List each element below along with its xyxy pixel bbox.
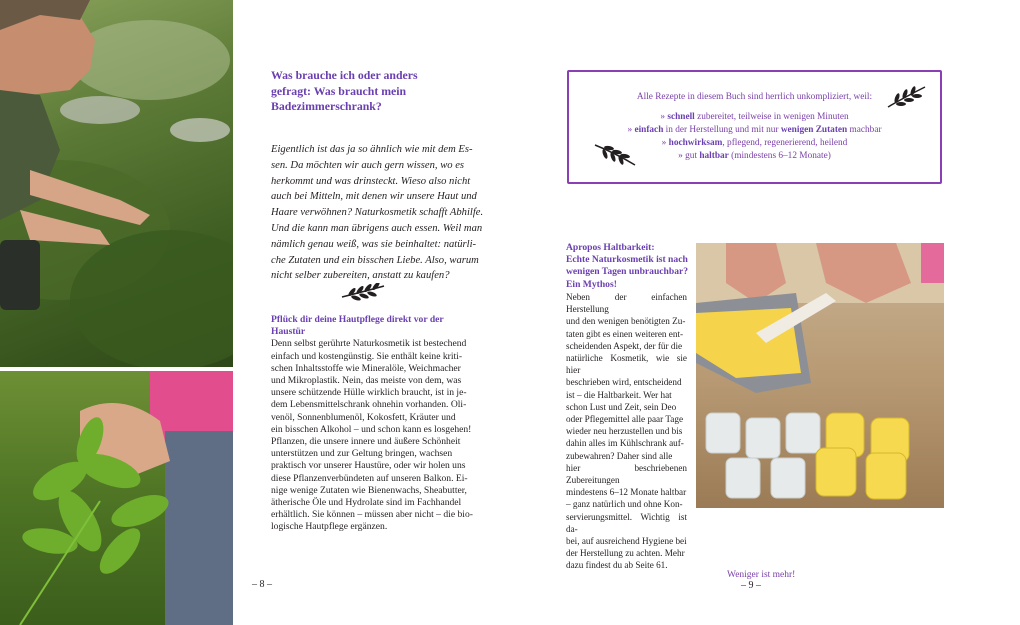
box-item [569, 125, 940, 135]
box-item [569, 112, 940, 122]
photo-cream-poured-into-jars [696, 243, 944, 508]
heading-line: gefragt: Was braucht mein [271, 83, 407, 98]
body-line: ein bisschen Alkohol – und schon kann es losgehen! [271, 423, 472, 435]
body-line: unterstützen und zur Geltung bringen, wachsen [271, 448, 453, 460]
box-item-bold: wenigen Zutaten [780, 125, 848, 135]
sidebar-line: scheidenden Aspekt, der für die [566, 340, 683, 351]
leaf-sprig-icon [885, 85, 927, 109]
intro-line: nicht selber zubereiten, anstatt zu kaufen? [271, 270, 450, 282]
intro-line: Eigentlich ist das ja so ähnlich wie mit dem Es- [271, 144, 473, 155]
sidebar-line: – ganz natürlich und ohne Kon- [566, 499, 683, 510]
subheading-line: Haustür [271, 326, 306, 338]
box-item-bold: haltbar [699, 151, 729, 161]
body-line: nige wenige Zutaten wie Bienenwachs, Sheabutter, [271, 484, 467, 496]
body-line: praktisch vor unserer Haustüre, oder wir holen uns [271, 460, 466, 472]
sidebar-heading-line: Echte Naturkosmetik ist nach [566, 254, 688, 266]
box-item-bold: einfach [634, 125, 664, 135]
photo-woman-picking-herbs [0, 0, 233, 367]
sidebar-heading-line: wenigen Tagen unbrauchbar? [566, 266, 689, 278]
bullet: » [627, 125, 633, 135]
box-intro: Alle Rezepte in diesem Buch sind herrlich unkompliziert, weil: [636, 92, 873, 102]
box-item-text: in der Herstellung und mit nur [663, 125, 781, 135]
intro-line: Haare verwöhnen? Naturkosmetik schafft Abhilfe. [271, 207, 484, 219]
intro-line: herkommt und was drinsteckt. Wieso also nicht [271, 175, 471, 187]
sidebar-line: ist – die Haltbarkeit. Wer hat [566, 389, 672, 400]
sidebar-line: oder Pflegemittel alle paar Tage [566, 414, 684, 425]
sidebar-line: natürliche Kosmetik, wie sie hier [566, 353, 687, 376]
intro-line: sen. Da möchten wir auch gern wissen, wo es [271, 159, 465, 171]
intro-line: Und die kann man übrigens auch essen. Weil man [271, 222, 483, 234]
page-number-right: – 9 – [741, 580, 761, 591]
page-heading [271, 68, 418, 115]
bullet: » [660, 112, 666, 122]
body-line: unsere schützende Hülle wirklich braucht, ist in je- [271, 387, 467, 399]
sidebar-line: und den wenigen benötigten Zu- [566, 316, 686, 327]
heading-line: Badezimmerschrank? [271, 99, 382, 114]
sidebar-line: servierungsmittel. Wichtig ist da- [566, 511, 687, 534]
leaf-sprig-icon [593, 143, 637, 167]
sidebar-line: der Herstellung zu achten. Mehr [566, 548, 685, 559]
heading-line: Was brauche ich oder anders [271, 68, 418, 82]
body-line: dem Lebensmittelschrank ohnehin vorhanden. Oli- [271, 399, 467, 411]
photo-hand-holding-leaves [0, 371, 233, 625]
box-item-text: , pflegend, regenerierend, heilend [722, 138, 848, 148]
bullet: » [661, 138, 667, 148]
subheading-line: Pflück dir deine Hautpflege direkt vor der [271, 314, 444, 325]
body-line: diese Pflanzenverbündeten auf unseren Balkon. Ei- [271, 472, 468, 484]
sidebar-heading-line: Apropos Haltbarkeit: [566, 242, 655, 253]
box-item-text: zubereitet, teilweise in wenigen Minuten [694, 112, 849, 122]
leaf-sprig-icon [340, 283, 386, 301]
body-line: venöl, Sonnenblumenöl, Kokosfett, Kräuter und [271, 411, 456, 423]
sidebar-line: beschrieben wird, entscheidend [566, 377, 682, 388]
sidebar-body-text [566, 291, 687, 572]
body-line: einfach und kostengünstig. Sie enthält keine kriti- [271, 350, 463, 362]
box-item-bold: schnell [667, 112, 695, 122]
body-line: erhältlich. Sie können – müssen aber nicht – die bio- [271, 509, 473, 521]
body-line: schen Inhaltsstoffe wie Mineralöle, Weichmacher [271, 362, 461, 374]
sidebar-heading-line: Ein Mythos! [566, 278, 617, 290]
running-title: Weniger ist mehr! [727, 570, 796, 580]
sidebar-line: taten gibt es einen weiteren ent- [566, 328, 684, 339]
sidebar-line: schon Lust und Zeit, sein Deo [566, 401, 677, 412]
main-body-text [271, 314, 483, 534]
photo-hand-holding-leaves-illustration [0, 371, 233, 625]
page-number-left: – 8 – [252, 579, 272, 590]
body-line: logische Hautpflege ergänzen. [271, 521, 388, 533]
intro-line: auch bei Mitteln, mit denen wir unsere Haut und [271, 191, 477, 203]
box-item-text: machbar [847, 125, 882, 135]
sidebar-line: dazu findest du ab Seite 61. [566, 560, 668, 571]
sidebar-line: wieder neu herzustellen und bis [566, 426, 683, 437]
body-line: ätherische Öle und Hydrolate sind im Fachhandel [271, 497, 462, 509]
box-item-text: (mindestens 6–12 Monate) [728, 151, 831, 161]
box-item-text: gut [682, 151, 700, 161]
sidebar-line: bei, auf ausreichend Hygiene bei [566, 536, 687, 547]
sidebar-line: Neben der einfachen Herstellung [566, 292, 687, 315]
sidebar-line: mindestens 6–12 Monate haltbar [566, 487, 687, 498]
body-line: Denn selbst gerührte Naturkosmetik ist bestechend [271, 338, 467, 350]
box-item-bold: hochwirksam [668, 138, 723, 148]
photo-woman-picking-herbs-illustration [0, 0, 233, 367]
sidebar-line: dahin alles im Kühlschrank auf- [566, 438, 684, 449]
body-line: und Mikroplastik. Nein, das meiste von dem, was [271, 375, 462, 387]
sidebar-line: hier beschriebenen Zubereitungen [566, 462, 687, 486]
intro-line: che Zutaten und ein bisschen Liebe. Also, warum [271, 254, 479, 266]
intro-paragraph [271, 142, 485, 284]
sidebar-heading [566, 242, 688, 291]
photo-cream-poured-into-jars-illustration [696, 243, 944, 508]
bullet: » [678, 151, 683, 161]
body-line: Pflanzen, die unsere innere und äußere Schönheit [271, 436, 461, 448]
sidebar-line: zubewahren? Daher sind alle [566, 450, 673, 461]
subheading [271, 314, 483, 338]
intro-line: nämlich genau weiß, was sie beinhaltet: natürli- [271, 238, 477, 250]
